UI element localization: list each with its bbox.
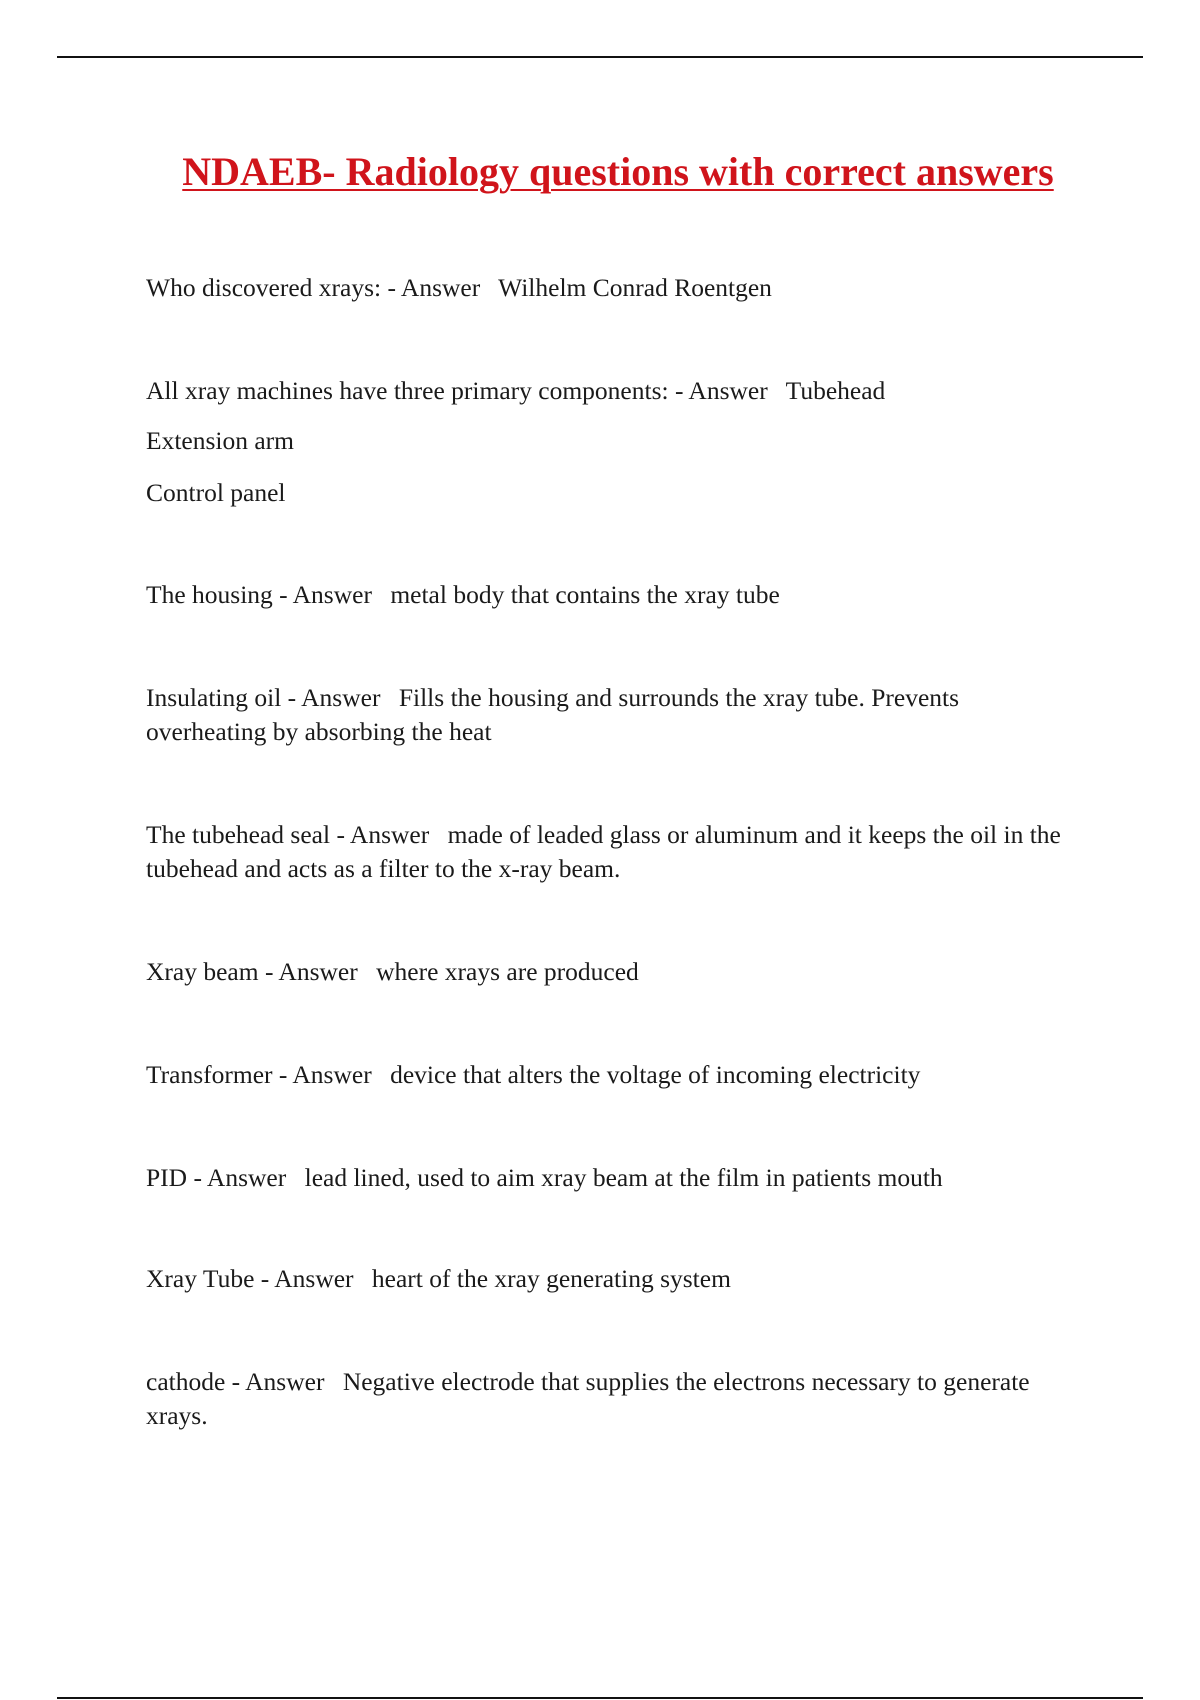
qa-item xyxy=(146,681,1076,749)
answer-continuation-line: Control panel xyxy=(146,478,286,507)
document-title: NDAEB- Radiology questions with correct answers xyxy=(182,149,1054,194)
answer-text: heart of the xray generating system xyxy=(371,1264,731,1293)
question-text: Who discovered xrays: xyxy=(146,273,382,302)
answer-marker: - Answer xyxy=(279,580,372,609)
answer-text: device that alters the voltage of incoming electricity xyxy=(390,1060,921,1089)
answer-marker: - Answer xyxy=(674,376,768,405)
answer-marker: - Answer xyxy=(264,957,358,986)
answer-text: made of leaded glass or aluminum and it keeps the oil in the tubehead and acts as a filter to the x-ray beam. xyxy=(146,820,1061,883)
question-text: The tubehead seal xyxy=(146,820,331,849)
question-text: Xray Tube xyxy=(146,1264,255,1293)
answer-marker: - Answer xyxy=(336,820,430,849)
question-text: Transformer xyxy=(146,1060,273,1089)
question-text: cathode xyxy=(146,1367,226,1396)
qa-item xyxy=(146,271,1076,305)
qa-item xyxy=(146,1058,1076,1092)
answer-continuation-line: Extension arm xyxy=(146,426,295,455)
qa-item xyxy=(146,578,1076,612)
question-text: PID xyxy=(146,1163,188,1192)
answer-marker: - Answer xyxy=(231,1367,325,1396)
question-text: Xray beam xyxy=(146,957,259,986)
qa-item xyxy=(146,955,1076,989)
answer-text: where xrays are produced xyxy=(376,957,639,986)
answer-text: Wilhelm Conrad Roentgen xyxy=(498,273,772,302)
footer-rule xyxy=(57,1697,1143,1699)
answer-marker: - Answer xyxy=(278,1060,372,1089)
answer-text: lead lined, used to aim xray beam at the film in patients mouth xyxy=(304,1163,943,1192)
qa-item xyxy=(146,374,1076,408)
answer-marker: - Answer xyxy=(287,683,381,712)
answer-text: metal body that contains the xray tube xyxy=(390,580,780,609)
question-text: Insulating oil xyxy=(146,683,282,712)
answer-marker: - Answer xyxy=(193,1163,287,1192)
qa-item xyxy=(146,1365,1076,1433)
header-rule xyxy=(57,56,1143,58)
qa-item xyxy=(146,1262,1076,1296)
answer-text: Fills the housing and surrounds the xray tube. Prevents overheating by absorbing the heat xyxy=(146,683,960,746)
qa-item xyxy=(146,1161,1076,1195)
answer-marker: - Answer xyxy=(260,1264,354,1293)
question-text: All xray machines have three primary components: xyxy=(146,376,669,405)
answer-marker: - Answer xyxy=(387,273,481,302)
question-text: The housing xyxy=(146,580,273,609)
answer-text: Negative electrode that supplies the electrons necessary to generate xrays. xyxy=(146,1367,1030,1430)
answer-text: Tubehead xyxy=(785,376,886,405)
qa-item xyxy=(146,818,1076,886)
